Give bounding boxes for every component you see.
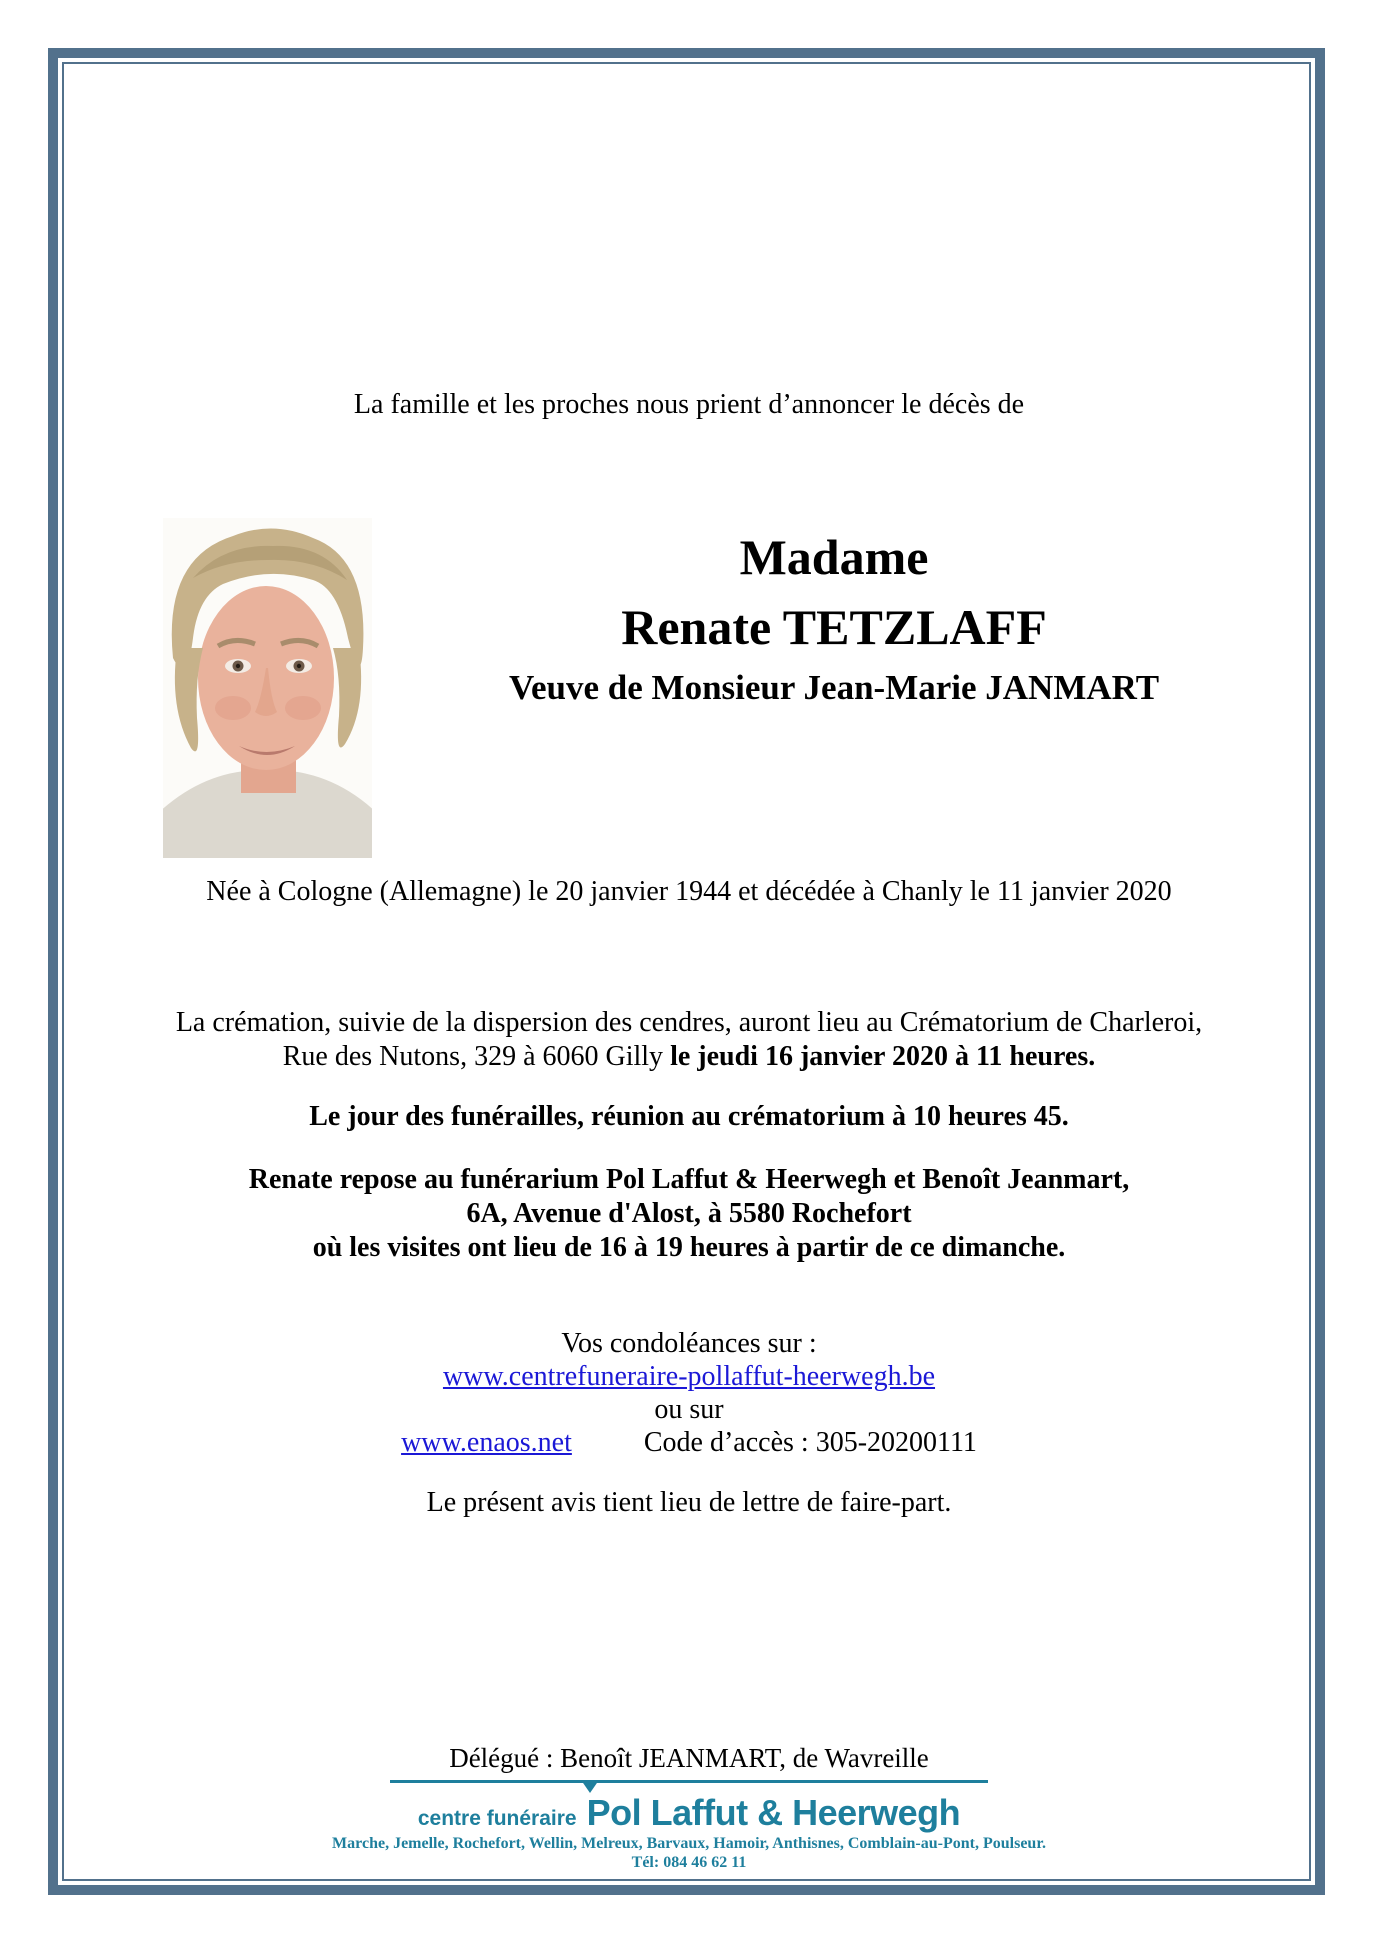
widow-line: Veuve de Monsieur Jean-Marie JANMART xyxy=(508,668,1160,707)
brand-large-text xyxy=(587,1792,961,1834)
access-code: Code d’accès : 305-20200111 xyxy=(643,1427,977,1458)
triangle-pointer-icon xyxy=(581,1780,599,1793)
portrait-photo xyxy=(163,518,372,858)
repose-line2: 6A, Avenue d'Alost, à 5580 Rochefort xyxy=(466,1198,912,1229)
delegate-line: Délégué : Benoît JEANMART, de Wavreille xyxy=(449,1743,929,1773)
birth-death-line: Née à Cologne (Allemagne) le 20 janvier 1944 et décédée à Chanly le 11 janvier 2020 xyxy=(206,876,1172,907)
page-border-frame xyxy=(48,48,1325,1895)
footer-locations: Marche, Jemelle, Rochefort, Wellin, Melreux, Barvaux, Hamoir, Anthisnes, Comblain-au-Pont, Poulseur. xyxy=(332,1835,1046,1852)
cremation-line2 xyxy=(0,1040,1378,1074)
condolences-link[interactable]: www.centrefuneraire-pollaffut-heerwegh.be xyxy=(442,1361,936,1392)
funeral-home-logo xyxy=(0,1792,1378,1834)
portrait-photo-image xyxy=(163,518,372,858)
title-madame: Madame xyxy=(739,529,929,585)
brand-large-label: Pol Laffut & Heerwegh xyxy=(586,1792,961,1833)
enaos-link[interactable]: www.enaos.net xyxy=(401,1427,572,1458)
intro-line: La famille et les proches nous prient d’annoncer le décès de xyxy=(353,389,1025,420)
repose-line3: où les visites ont lieu de 16 à 19 heures à partir de ce dimanche. xyxy=(312,1232,1066,1263)
repose-line1: Renate repose au funérarium Pol Laffut & Heerwegh et Benoît Jeanmart, xyxy=(248,1164,1130,1195)
funeral-meeting-line: Le jour des funérailles, réunion au crématorium à 10 heures 45. xyxy=(309,1101,1069,1132)
cremation-line2-bold: le jeudi 16 janvier 2020 à 11 heures. xyxy=(670,1041,1096,1072)
notice-line: Le présent avis tient lieu de lettre de faire-part. xyxy=(426,1487,952,1518)
or-text: ou sur xyxy=(654,1394,724,1425)
footer-divider-rule xyxy=(390,1780,988,1783)
condolences-block xyxy=(0,1327,1378,1459)
repose-paragraph xyxy=(0,1163,1378,1265)
deceased-name-block xyxy=(375,522,1293,712)
cremation-paragraph xyxy=(0,1006,1378,1074)
cremation-line2-normal: Rue des Nutons, 329 à 6060 Gilly xyxy=(282,1041,671,1072)
cremation-line1: La crémation, suivie de la dispersion des cendres, auront lieu au Crématorium de Charleroi, xyxy=(175,1007,1203,1038)
condolences-label: Vos condoléances sur : xyxy=(561,1328,817,1359)
deceased-name: Renate TETZLAFF xyxy=(621,599,1047,655)
page-border-inner-line xyxy=(62,62,1311,1881)
enaos-row xyxy=(0,1426,1378,1459)
footer-phone: Tél: 084 46 62 11 xyxy=(631,1854,747,1871)
brand-small-text: centre funéraire xyxy=(417,1807,577,1830)
